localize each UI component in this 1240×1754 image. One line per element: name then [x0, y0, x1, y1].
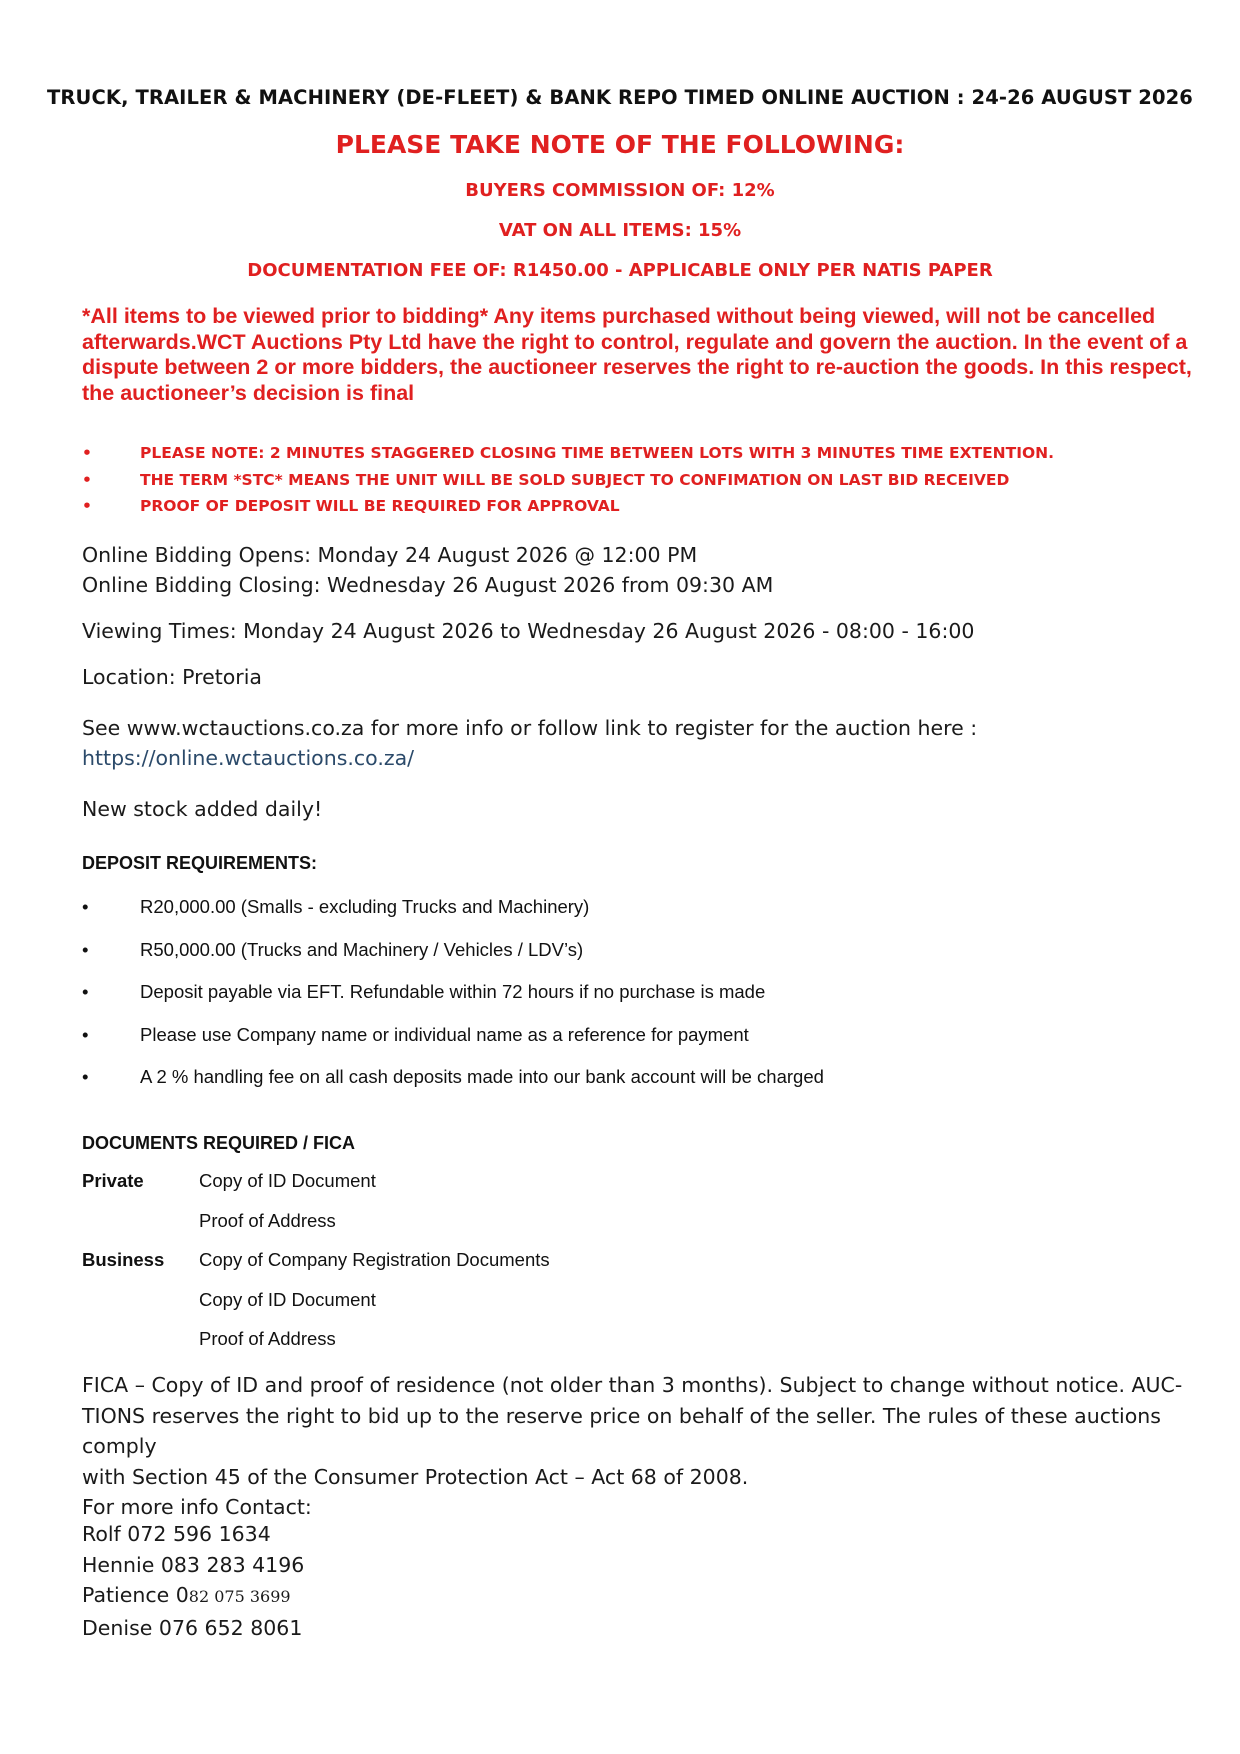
- doc-category: [82, 1328, 199, 1368]
- bullet-icon: •: [82, 444, 92, 462]
- register-link[interactable]: https://online.wctauctions.co.za/: [82, 746, 415, 770]
- contact-name: Hennie: [82, 1552, 161, 1577]
- viewing-warning: *All items to be viewed prior to bidding* Any items purchased without being viewed, will not be cancelled afterwards.WCT Auctions Pty Ltd have the right to control, regulate and govern the auction. In the event of a dispute between 2 or more bidders, the auctioneer reserves the right to re-auction the goods. In this respect, the auctioneer’s decision is final: [82, 304, 1192, 405]
- contact-prompt: For more info Contact:: [82, 1495, 312, 1519]
- list-item: [82, 1066, 824, 1109]
- bullet-icon: •: [82, 1023, 89, 1045]
- doc-category: [82, 1289, 199, 1329]
- see-more-info: See www.wctauctions.co.za for more info or follow link to register for the auction here :: [82, 716, 978, 740]
- contacts-list: [82, 1519, 304, 1643]
- doc-item: Proof of Address: [199, 1328, 336, 1349]
- contact-item: [82, 1613, 304, 1644]
- contact-item: [82, 1580, 304, 1613]
- note-text: THE TERM *STC* MEANS THE UNIT WILL BE SOLD SUBJECT TO CONFIMATION ON LAST BID RECEIVED: [140, 470, 1010, 489]
- deposit-item: A 2 % handling fee on all cash deposits made into our bank account will be charged: [140, 1066, 824, 1087]
- contact-item: [82, 1550, 304, 1581]
- contact-number: 82 075 3699: [188, 1587, 291, 1606]
- contact-name: Rolf: [82, 1522, 128, 1546]
- fica-notice: [82, 1370, 1232, 1523]
- bullet-icon: •: [82, 497, 92, 515]
- vat-notice: VAT ON ALL ITEMS: 15%: [498, 220, 742, 241]
- list-item: [82, 444, 1054, 471]
- contact-item: [82, 1519, 304, 1550]
- location: Location: Pretoria: [82, 665, 262, 689]
- contact-number: 076 652 8061: [158, 1615, 303, 1640]
- fica-line: TIONS reserves the right to bid up to the reserve price on behalf of the seller. The rules of these auctions comply: [82, 1403, 1161, 1458]
- contact-number: 072 596 1634: [127, 1522, 271, 1546]
- documents-table: [82, 1170, 550, 1368]
- deposit-item: R50,000.00 (Trucks and Machinery / Vehicles / LDV’s): [140, 938, 584, 960]
- deposit-heading: DEPOSIT REQUIREMENTS:: [82, 853, 318, 873]
- notice-heading: PLEASE TAKE NOTE OF THE FOLLOWING:: [335, 130, 905, 159]
- table-row: [82, 1328, 550, 1368]
- doc-category: Private: [82, 1170, 144, 1191]
- buyers-commission: BUYERS COMMISSION OF: 12%: [465, 180, 775, 201]
- list-item: [82, 981, 824, 1024]
- contact-name: Patience 0: [82, 1583, 189, 1607]
- documents-heading: DOCUMENTS REQUIRED / FICA: [82, 1133, 356, 1153]
- bidding-closing: Online Bidding Closing: Wednesday 26 August 2026 from 09:30 AM: [82, 573, 774, 597]
- deposit-item: Please use Company name or individual name as a reference for payment: [140, 1023, 749, 1045]
- bullet-icon: •: [82, 896, 89, 917]
- fica-line: with Section 45 of the Consumer Protection Act – Act 68 of 2008.: [82, 1464, 749, 1489]
- bullet-icon: •: [82, 470, 92, 489]
- important-notes-list: [82, 444, 1054, 524]
- bullet-icon: •: [82, 938, 89, 960]
- doc-category: Business: [82, 1249, 165, 1270]
- doc-category: [82, 1210, 199, 1250]
- bidding-opens: Online Bidding Opens: Monday 24 August 2026 @ 12:00 PM: [82, 543, 698, 567]
- doc-item: Copy of Company Registration Documents: [199, 1249, 550, 1270]
- page-title: TRUCK, TRAILER & MACHINERY (DE-FLEET) & BANK REPO TIMED ONLINE AUCTION : 24-26 AUGUST 2026: [47, 86, 1193, 109]
- viewing-times: Viewing Times: Monday 24 August 2026 to Wednesday 26 August 2026 - 08:00 - 16:00: [82, 619, 975, 643]
- list-item: [82, 896, 824, 939]
- new-stock-note: New stock added daily!: [82, 797, 323, 821]
- documentation-fee: DOCUMENTATION FEE OF: R1450.00 - APPLICABLE ONLY PER NATIS PAPER: [247, 260, 993, 281]
- doc-item: Copy of ID Document: [199, 1170, 376, 1191]
- bullet-icon: •: [82, 1066, 89, 1087]
- note-text: PLEASE NOTE: 2 MINUTES STAGGERED CLOSING TIME BETWEEN LOTS WITH 3 MINUTES TIME EXTENTION.: [140, 444, 1055, 462]
- table-row: [82, 1170, 550, 1210]
- doc-item: Copy of ID Document: [199, 1288, 376, 1310]
- note-text: PROOF OF DEPOSIT WILL BE REQUIRED FOR APPROVAL: [140, 497, 620, 515]
- deposit-item: Deposit payable via EFT. Refundable within 72 hours if no purchase is made: [140, 981, 766, 1002]
- bullet-icon: •: [82, 981, 89, 1002]
- list-item: [82, 497, 1054, 524]
- contact-name: Denise: [82, 1615, 159, 1640]
- list-item: [82, 471, 1054, 498]
- deposit-item: R20,000.00 (Smalls - excluding Trucks and Machinery): [140, 896, 590, 917]
- fica-line: FICA – Copy of ID and proof of residence (not older than 3 months). Subject to change without notice. AUC-: [82, 1373, 1183, 1397]
- list-item: [82, 1024, 824, 1067]
- doc-item: Proof of Address: [199, 1209, 336, 1231]
- list-item: [82, 939, 824, 982]
- table-row: [82, 1289, 550, 1329]
- contact-number: 083 283 4196: [160, 1552, 305, 1577]
- deposit-list: [82, 896, 824, 1109]
- table-row: [82, 1210, 550, 1250]
- table-row: [82, 1249, 550, 1289]
